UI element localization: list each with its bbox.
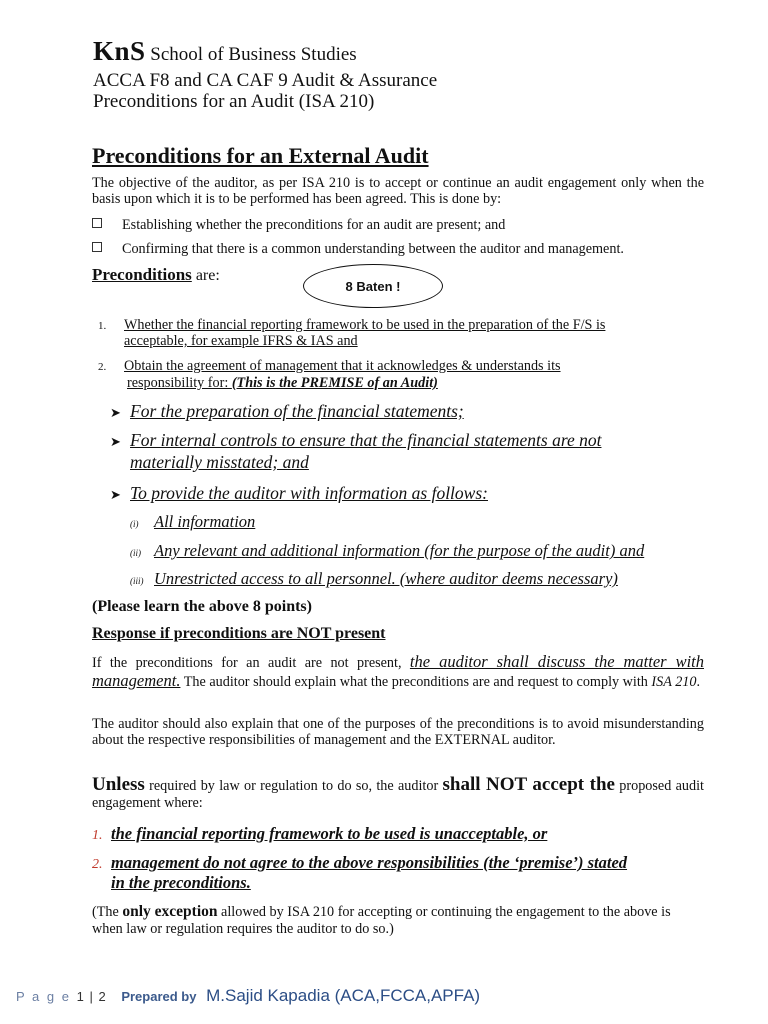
page-total: 2 [98,989,106,1004]
responsibility-item-2: ➤ For internal controls to ensure that the financial statements are not [110,429,601,453]
precondition-item-1-cont: acceptable, for example IFRS & IAS and [124,333,358,349]
checkbox-bullet-icon [92,242,102,252]
responsibility-item-2-cont: materially misstated; and [130,452,309,472]
information-item-1: (i) All information [130,512,256,531]
precondition-item-2: 2. Obtain the agreement of management that it acknowledges & understands its [98,358,561,374]
page-word: P a g e [16,989,71,1004]
preconditions-label: Preconditions are: [92,265,220,284]
non-acceptance-item-1: 1. the financial reporting framework to be used is unacceptable, or [92,824,548,843]
information-item-2: (ii) Any relevant and additional information (for the purpose of the audit) and [130,541,645,560]
non-acceptance-item-2: 2. management do not agree to the above responsibilities (the ‘premise’) stated [92,853,628,872]
page-number: 1 [76,989,84,1004]
arrow-bullet-icon: ➤ [110,405,121,420]
topic-title: Preconditions for an Audit (ISA 210) [93,91,375,112]
author-name: M.Sajid Kapadia (ACA,FCCA,APFA) [206,986,481,1005]
prepared-by-label: Prepared by [121,989,197,1004]
information-item-3: (iii) Unrestricted access to all personnel. (where auditor deems necessary) [130,569,618,588]
precondition-item-1: 1. Whether the financial reporting framework to be used in the preparation of the F/S is [98,317,606,333]
responsibility-item-3: ➤ To provide the auditor with information as follows: [110,482,488,506]
brand-name: KnS [93,36,146,66]
unless-paragraph: Unless required by law or regulation to do so, the auditor shall NOT accept the proposed audit engagement where: [92,774,704,811]
school-name: School of Business Studies [150,44,357,65]
course-title: ACCA F8 and CA CAF 9 Audit & Assurance [93,70,438,91]
exception-paragraph: (The only exception allowed by ISA 210 for accepting or continuing the engagement to the above is when law or regulation requires the auditor to do so.) [92,903,671,937]
page-separator: | [89,989,93,1004]
non-acceptance-item-2-cont: in the preconditions. [111,873,251,892]
learn-note: (Please learn the above 8 points) [92,598,312,615]
objective-bullet-1: Establishing whether the preconditions for an audit are present; and [92,217,505,234]
callout-ellipse: 8 Baten ! [303,264,443,308]
page-footer [16,986,480,1006]
checkbox-bullet-icon [92,218,102,228]
objective-bullet-2: Confirming that there is a common understanding between the auditor and management. [92,241,624,258]
response-paragraph-2: The auditor should also explain that one of the purposes of the preconditions is to avoid misunderstanding about the respective responsibilities of management and the EXTERNAL auditor. [92,716,704,748]
arrow-bullet-icon: ➤ [110,434,121,449]
document-header-school [93,36,357,67]
arrow-bullet-icon: ➤ [110,487,121,502]
responsibility-item-1: ➤ For the preparation of the financial statements; [110,400,464,424]
response-heading: Response if preconditions are NOT present [92,625,386,642]
response-paragraph-1: If the preconditions for an audit are not present, the auditor shall discuss the matter with management. The auditor should explain what the preconditions are and request to comply with ISA 210. [92,652,704,690]
precondition-item-2-cont: responsibility for: (This is the PREMISE of an Audit) [127,375,438,391]
objective-paragraph: The objective of the auditor, as per ISA 210 is to accept or continue an audit engagement only when the basis upon which it is to be performed has been agreed. This is done by: [92,175,704,207]
section-title: Preconditions for an External Audit [92,143,429,168]
